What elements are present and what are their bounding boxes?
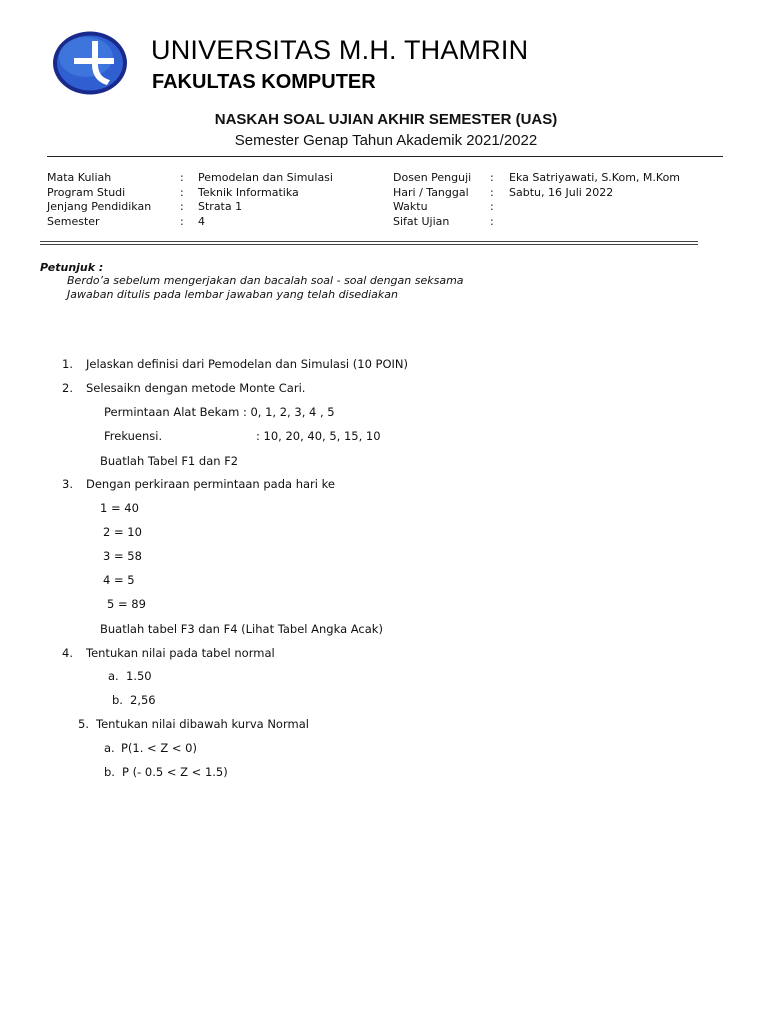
info-label-time: Waktu [393,200,428,213]
info-label-course: Mata Kuliah [47,171,112,184]
question-text: Jelaskan definisi dari Pemodelan dan Simulasi (10 POIN) [86,357,409,371]
info-label-semester: Semester [47,215,100,228]
instructions-heading: Petunjuk : [40,261,104,274]
forecast-item: 4 = 5 [103,573,135,587]
frequency-label: Frekuensi. [104,429,163,443]
info-value-date: Sabtu, 16 Juli 2022 [509,186,614,199]
instruction-line: Berdo’a sebelum mengerjakan dan bacalah soal - soal dengan seksama [67,274,464,287]
info-colon: : [180,186,184,199]
question-number: 3. [62,477,73,491]
exam-title: NASKAH SOAL UJIAN AKHIR SEMESTER (UAS) [214,111,558,128]
question-text: Tentukan nilai dibawah kurva Normal [96,717,309,731]
info-label-program: Program Studi [47,186,126,199]
frequency-values: : 10, 20, 40, 5, 15, 10 [256,429,381,443]
info-colon: : [490,171,494,184]
question-number: 5. [78,717,89,731]
info-label-examiner: Dosen Penguji [393,171,472,184]
sub-item-letter: a. [104,741,115,755]
info-value-program: Teknik Informatika [198,186,299,199]
sub-item-letter: b. [104,765,115,779]
info-value-level: Strata 1 [198,200,243,213]
info-value-course: Pemodelan dan Simulasi [198,171,333,184]
sub-item-value: 1.50 [126,669,152,683]
forecast-item: 3 = 58 [103,549,142,563]
question-text: Dengan perkiraan permintaan pada hari ke [86,477,335,491]
forecast-item: 1 = 40 [100,501,139,515]
question-text: Tentukan nilai pada tabel normal [86,646,275,660]
sub-item-value: P(1. < Z < 0) [121,741,197,755]
question-number: 4. [62,646,73,660]
question-text: Selesaikn dengan metode Monte Cari. [86,381,306,395]
question-number: 2. [62,381,73,395]
info-colon: : [490,200,494,213]
sub-item-value: 2,56 [130,693,156,707]
demand-values: Permintaan Alat Bekam : 0, 1, 2, 3, 4 , 5 [104,405,335,419]
info-colon: : [180,171,184,184]
forecast-item: 2 = 10 [103,525,142,539]
exam-semester-year: Semester Genap Tahun Akademik 2021/2022 [234,132,538,149]
question-number: 1. [62,357,73,371]
university-logo [52,31,128,95]
info-divider [40,241,698,242]
header-divider [47,156,723,157]
question-task: Buatlah tabel F3 dan F4 (Lihat Tabel Angka Acak) [100,622,383,636]
info-label-exam-type: Sifat Ujian [393,215,450,228]
info-value-examiner: Eka Satriyawati, S.Kom, M.Kom [509,171,681,184]
question-task: Buatlah Tabel F1 dan F2 [100,454,239,468]
info-divider [40,244,698,245]
university-name: UNIVERSITAS M.H. THAMRIN [151,35,529,65]
instruction-line: Jawaban ditulis pada lembar jawaban yang telah disediakan [67,288,398,301]
info-colon: : [180,200,184,213]
info-label-date: Hari / Tanggal [393,186,469,199]
sub-item-letter: b. [112,693,123,707]
info-colon: : [490,215,494,228]
info-colon: : [490,186,494,199]
info-value-semester: 4 [198,215,205,228]
sub-item-letter: a. [108,669,119,683]
info-colon: : [180,215,184,228]
sub-item-value: P (- 0.5 < Z < 1.5) [122,765,228,779]
faculty-name: FAKULTAS KOMPUTER [152,71,376,93]
forecast-item: 5 = 89 [107,597,146,611]
info-label-level: Jenjang Pendidikan [47,200,152,213]
